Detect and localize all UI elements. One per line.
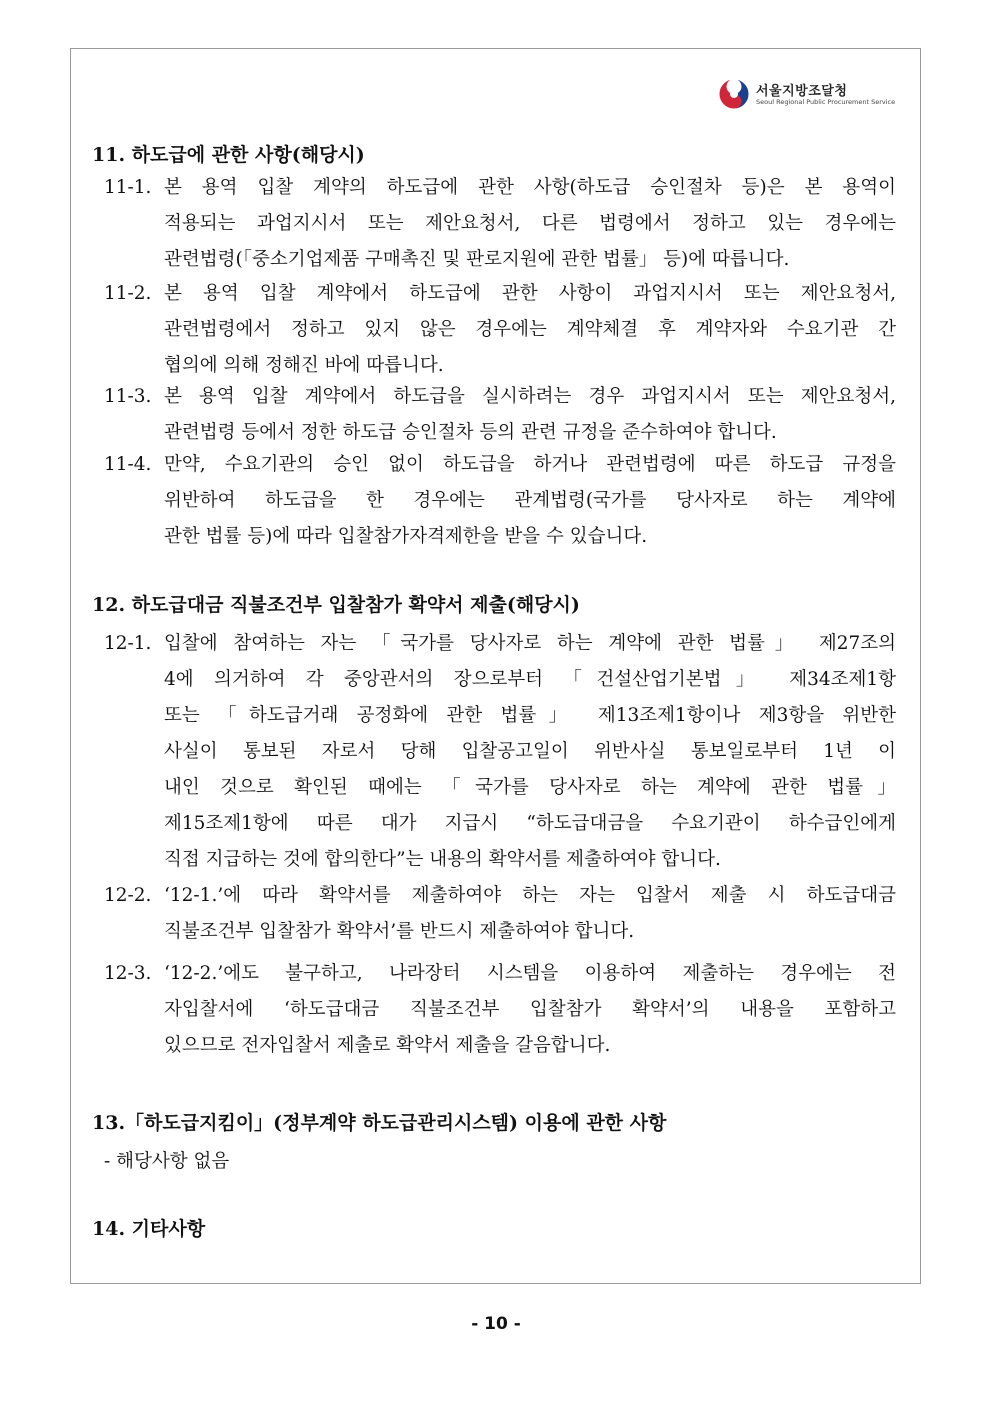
clause-number: 11-4. (104, 454, 152, 475)
clause-line: 관련법령에서 정하고 있지 않은 경우에는 계약체결 후 계약자와 수요기관 간 (164, 319, 896, 340)
clause-line: 관련법령 등에서 정한 하도급 승인절차 등의 관련 규정을 준수하여야 합니다. (164, 422, 777, 443)
clause-number: 12-2. (104, 885, 152, 906)
clause-number: 12-3. (104, 963, 152, 984)
section-12-title: 12. 하도급대금 직불조건부 입찰참가 확약서 제출(해당시) (92, 594, 580, 616)
clause-line: 직불조건부 입찰참가 확약서’를 반드시 제출하여야 합니다. (164, 921, 635, 942)
clause-line: 내인 것으로 확인된 때에는 「국가를 당사자로 하는 계약에 관한 법률」 (164, 777, 896, 798)
clause-line: 4에 의거하여 각 중앙관서의 장으로부터 「건설산업기본법」 제34조제1항 (164, 669, 896, 690)
clause-line: 관련법령(「중소기업제품 구매촉진 및 판로지원에 관한 법률」 등)에 따릅니다. (164, 249, 790, 270)
page-number: - 10 - (471, 1314, 521, 1334)
agency-name-korean: 서울지방조달청 (756, 84, 848, 99)
section-13-title: 13.「하도급지킴이」(정부계약 하도급관리시스템) 이용에 관한 사항 (92, 1112, 667, 1134)
agency-name-english: Seoul Regional Public Procurement Service (756, 98, 896, 106)
clause-number: 11-2. (104, 283, 152, 304)
clause-line: 관한 법률 등)에 따라 입찰참가자격제한을 받을 수 있습니다. (164, 526, 648, 547)
clause-line: 입찰에 참여하는 자는 「국가를 당사자로 하는 계약에 관한 법률」 제27조의 (164, 633, 896, 654)
clause-number: 12-1. (104, 633, 152, 654)
clause-line: 위반하여 하도급을 한 경우에는 관계법령(국가를 당사자로 하는 계약에 (164, 490, 896, 511)
section-11-title: 11. 하도급에 관한 사항(해당시) (92, 144, 365, 166)
clause-line: 제15조제1항에 따른 대가 지급시 “하도급대금을 수요기관이 하수급인에게 (164, 813, 896, 834)
clause-line: 사실이 통보된 자로서 당해 입찰공고일이 위반사실 통보일로부터 1년 이 (164, 741, 896, 762)
agency-logo (718, 78, 898, 112)
clause-line: 협의에 의해 정해진 바에 따릅니다. (164, 355, 444, 376)
clause-line: 본 용역 입찰 계약의 하도급에 관한 사항(하도급 승인절차 등)은 본 용역이 (164, 177, 896, 198)
clause-line: 본 용역 입찰 계약에서 하도급을 실시하려는 경우 과업지시서 또는 제안요청서, (164, 386, 896, 407)
clause-line: 자입찰서에 ‘하도급대금 직불조건부 입찰참가 확약서’의 내용을 포함하고 (164, 999, 896, 1020)
clause-number: 11-1. (104, 177, 152, 198)
clause-line: 만약, 수요기관의 승인 없이 하도급을 하거나 관련법령에 따른 하도급 규정을 (164, 454, 896, 475)
clause-line: 적용되는 과업지시서 또는 제안요청서, 다른 법령에서 정하고 있는 경우에는 (164, 213, 896, 234)
clause-line: 있으므로 전자입찰서 제출로 확약서 제출을 갈음합니다. (164, 1035, 611, 1056)
clause-line: ‘12-2.’에도 불구하고, 나라장터 시스템을 이용하여 제출하는 경우에는 전 (164, 963, 896, 984)
section-13-note: - 해당사항 없음 (104, 1151, 230, 1172)
clause-number: 11-3. (104, 386, 152, 407)
taegeuk-emblem-icon (718, 78, 750, 110)
clause-line: 본 용역 입찰 계약에서 하도급에 관한 사항이 과업지시서 또는 제안요청서, (164, 283, 896, 304)
clause-line: 직접 지급하는 것에 합의한다”는 내용의 확약서를 제출하여야 합니다. (164, 849, 721, 870)
clause-line: ‘12-1.’에 따라 확약서를 제출하여야 하는 자는 입찰서 제출 시 하도급대금 (164, 885, 896, 906)
section-14-title: 14. 기타사항 (92, 1218, 206, 1240)
clause-line: 또는 「하도급거래 공정화에 관한 법률」 제13조제1항이나 제3항을 위반한 (164, 705, 896, 726)
